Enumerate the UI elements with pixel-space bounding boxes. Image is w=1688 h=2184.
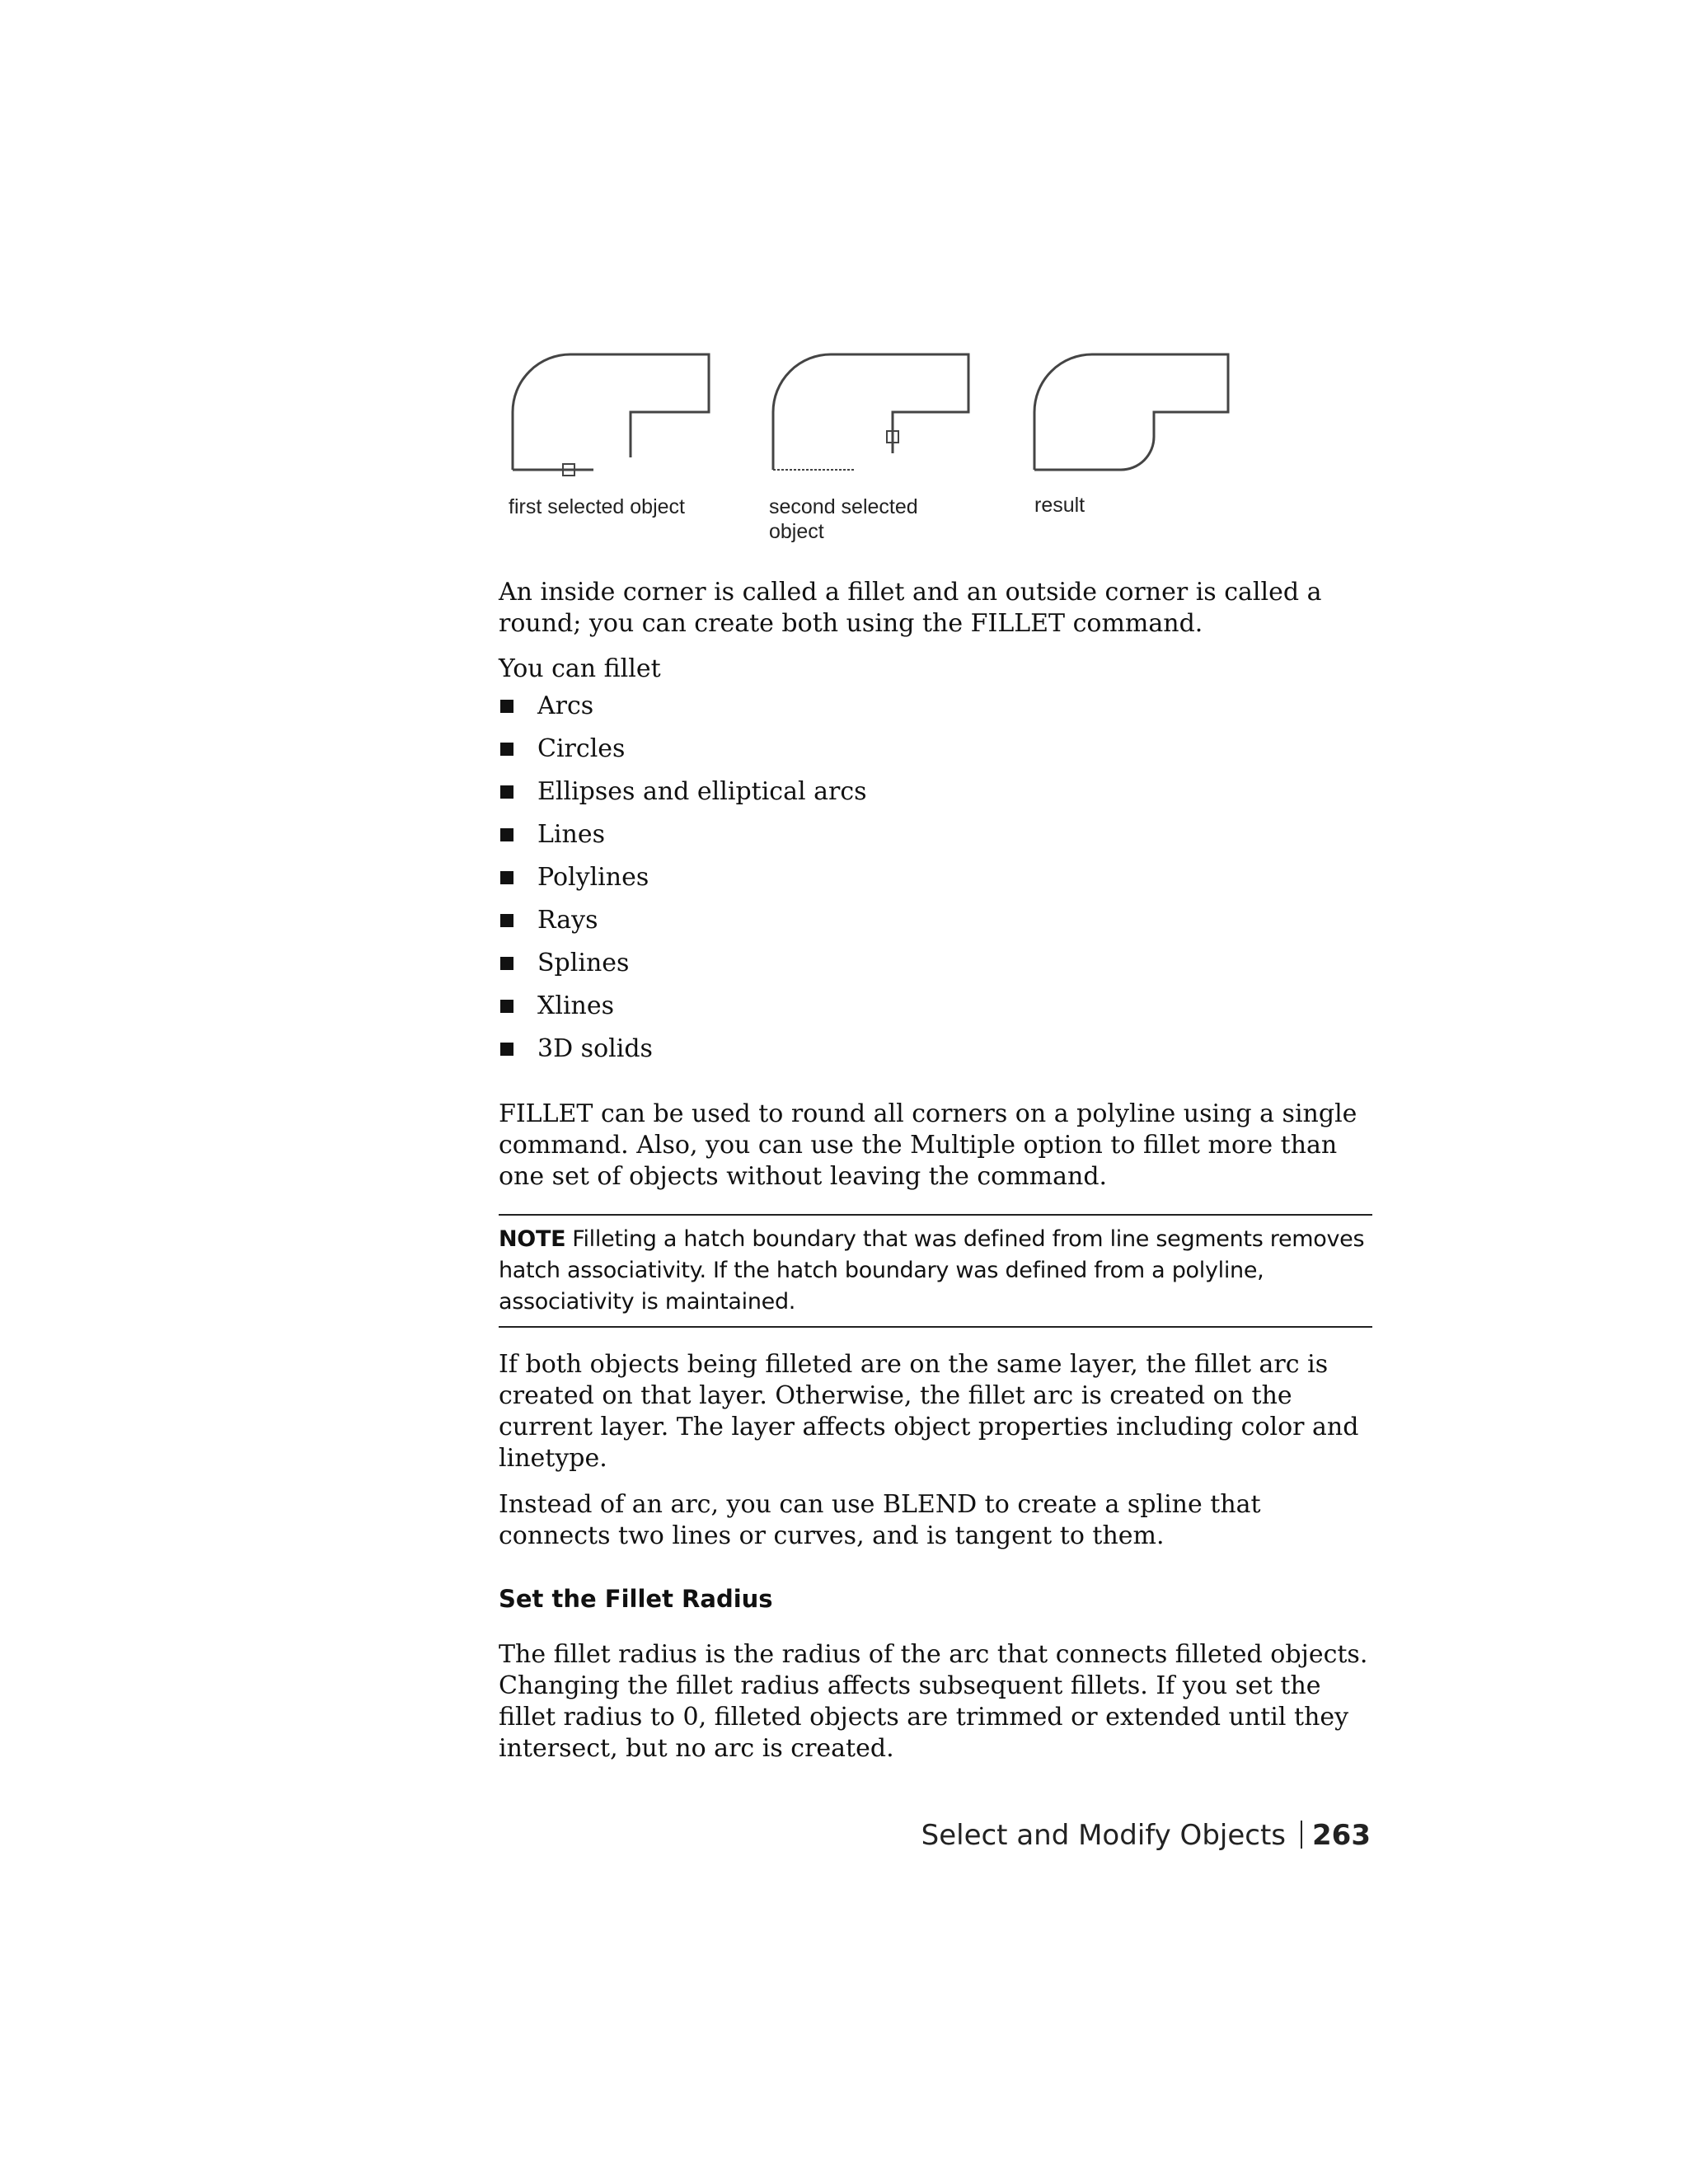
second-object-shape bbox=[773, 354, 968, 470]
bullet-square-icon bbox=[500, 743, 513, 756]
bullet-square-icon bbox=[500, 700, 513, 713]
label-result: result bbox=[1034, 494, 1085, 517]
bullet-square-icon bbox=[500, 1043, 513, 1056]
list-item: Polylines bbox=[499, 856, 1372, 899]
first-object-shape bbox=[513, 354, 709, 470]
list-item: 3D solids bbox=[499, 1028, 1372, 1071]
list-item: Splines bbox=[499, 942, 1372, 985]
bullet-square-icon bbox=[500, 957, 513, 970]
intro-paragraph: An inside corner is called a fillet and an outside corner is called a round; you can create both using the FILLET command. bbox=[499, 578, 1322, 638]
list-item: Rays bbox=[499, 899, 1372, 942]
note-label: NOTE bbox=[499, 1226, 566, 1252]
footer-section-title: Select and Modify Objects bbox=[921, 1819, 1287, 1852]
layer-paragraph: If both objects being filleted are on the same layer, the fillet arc is created on that layer. Otherwise, the fillet arc is created on the current layer. The layer affects object properties including color and linetype. bbox=[499, 1350, 1359, 1473]
bullet-square-icon bbox=[500, 871, 513, 884]
blend-paragraph: Instead of an arc, you can use BLEND to create a spline that connects two lines or curves, and is tangent to them. bbox=[499, 1490, 1261, 1550]
bullet-square-icon bbox=[500, 1000, 513, 1013]
page-body bbox=[499, 577, 1372, 1765]
list-item: Xlines bbox=[499, 985, 1372, 1028]
label-first-selected: first selected object bbox=[509, 495, 685, 518]
page-footer bbox=[921, 1817, 1371, 1854]
radius-paragraph: The fillet radius is the radius of the arc that connects filleted objects. Changing the fillet radius affects subsequent fillets. If you set the fillet radius to 0, filleted objects are trimmed or extended until they intersect, but no arc is created. bbox=[499, 1640, 1368, 1763]
section-heading: Set the Fillet Radius bbox=[499, 1585, 773, 1613]
list-intro: You can fillet bbox=[499, 654, 661, 683]
list-item: Arcs bbox=[499, 685, 1372, 728]
note-text: Filleting a hatch boundary that was defined from line segments removes hatch associativity. If the hatch boundary was defined from a polyline, associativity is maintained. bbox=[499, 1226, 1365, 1315]
note-box bbox=[499, 1214, 1372, 1328]
fillet-figure bbox=[499, 346, 1240, 560]
footer-separator bbox=[1301, 1821, 1302, 1849]
fillet-polyline-paragraph: FILLET can be used to round all corners on a polyline using a single command. Also, you can use the Multiple option to fillet more than one set of objects without leaving the command. bbox=[499, 1099, 1357, 1191]
list-item: Ellipses and elliptical arcs bbox=[499, 771, 1372, 813]
list-item: Circles bbox=[499, 728, 1372, 771]
list-item: Lines bbox=[499, 813, 1372, 856]
result-shape bbox=[1034, 354, 1228, 470]
fillet-diagram bbox=[499, 346, 1240, 511]
bullet-square-icon bbox=[500, 785, 513, 799]
label-second-selected-line1: second selected bbox=[769, 495, 918, 518]
fillet-object-list bbox=[499, 685, 1372, 1071]
bullet-square-icon bbox=[500, 914, 513, 927]
bullet-square-icon bbox=[500, 828, 513, 841]
page-number: 263 bbox=[1312, 1819, 1371, 1852]
label-second-selected-line2: object bbox=[769, 520, 824, 543]
